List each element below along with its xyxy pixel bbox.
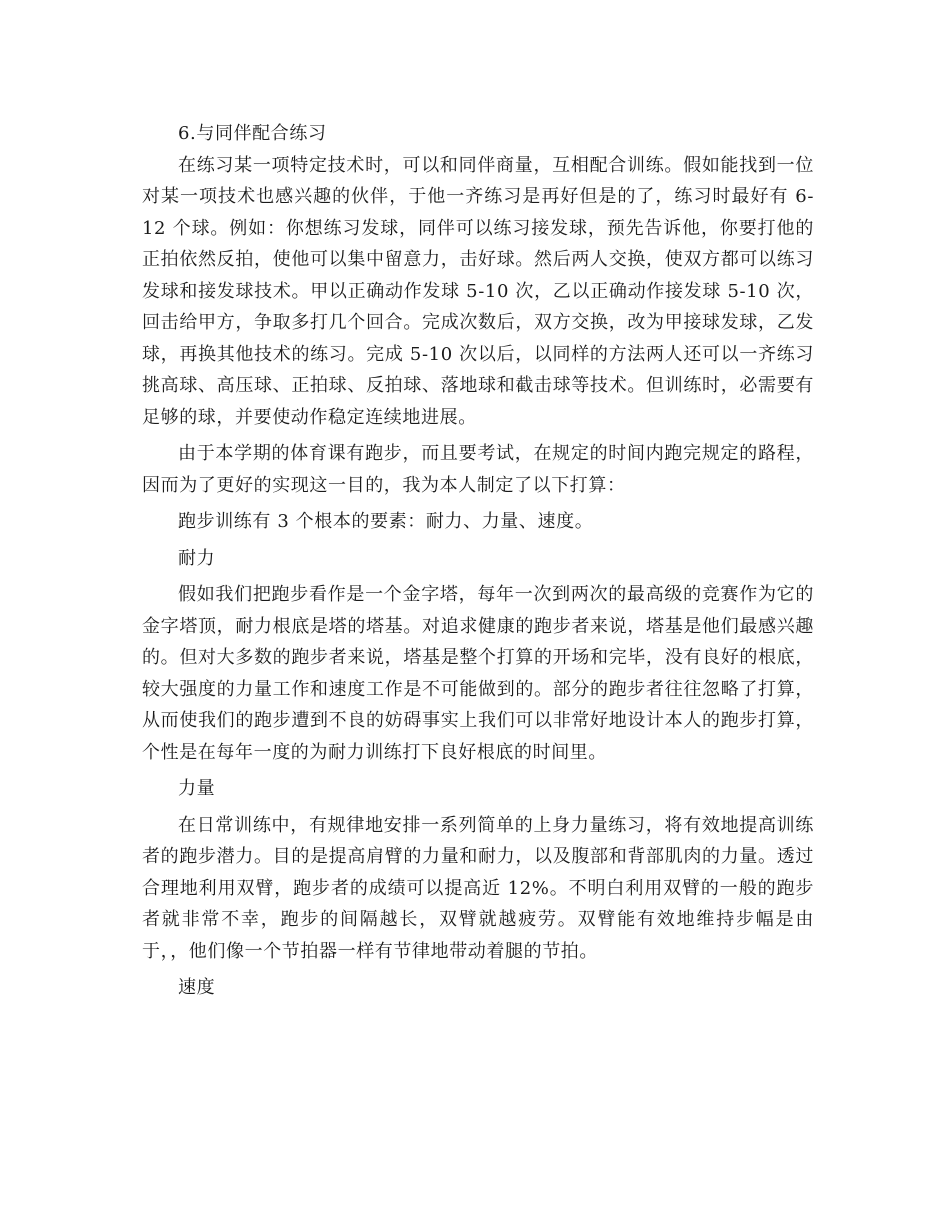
- paragraph-partner-practice: 在练习某一项特定技术时，可以和同伴商量，互相配合训练。假如能找到一位对某一项技术也感兴趣的伙伴，于他一齐练习是再好但是的了，练习时最好有 6-12 个球。例如：你想练习发球，同伴可以练习接发球，预先告诉他，你要打他的正拍依然反拍，使他可以集中留意力，击好球。然后两人交换，使双方都可以练习发球和接发球技术。甲以正确动作发球 5-10 次，乙以正确动作接发球 5-10 次，回击给甲方，争取多打几个回合。完成次数后，双方交换，改为甲接球发球，乙发球，再换其他技术的练习。完成 5-10 次以后，以同样的方法两人还可以一齐练习挑高球、高压球、正拍球、反拍球、落地球和截击球等技术。但训练时，必需要有足够的球，并要使动作稳定连续地进展。: [142, 154, 814, 428]
- section-heading-speed: 速度: [178, 977, 216, 998]
- paragraph-endurance: 假如我们把跑步看作是一个金字塔，每年一次到两次的最高级的竞赛作为它的金字塔顶，耐力根底是塔的塔基。对追求健康的跑步者来说，塔基是他们最感兴趣的。但对大多数的跑步者来说，塔基是整个打算的开场和完毕，没有良好的根底，较大强度的力量工作和速度工作是不可能做到的。部分的跑步者往往忽略了打算，从而使我们的跑步遭到不良的妨碍事实上我们可以非常好地设计本人的跑步打算，个性是在每年一度的为耐力训练打下良好根底的时间里。: [142, 584, 814, 763]
- document-body: [142, 118, 814, 1004]
- section-heading-endurance: 耐力: [178, 547, 216, 569]
- section-heading-strength: 力量: [178, 778, 216, 799]
- paragraph-strength: 在日常训练中，有规律地安排一系列简单的上身力量练习，将有效地提高训练者的跑步潜力。目的是提高肩臂的力量和耐力，以及腹部和背部肌肉的力量。透过合理地利用双臂，跑步者的成绩可以提高近 12%。不明白利用双臂的一般的跑步者就非常不幸，跑步的间隔越长，双臂就越疲劳。双臂能有效地维持步幅是由于，，他们像一个节拍器一样有节律地带动着腿的节拍。: [142, 814, 814, 962]
- paragraph-semester-plan: 由于本学期的体育课有跑步，而且要考试，在规定的时间内跑完规定的路程，因而为了更好的实现这一目的，我为本人制定了以下打算：: [142, 443, 814, 496]
- paragraph-three-elements: 跑步训练有 3 个根本的要素：耐力、力量、速度。: [178, 511, 594, 532]
- section-heading-partner-practice: 6.与同伴配合练习: [178, 123, 327, 144]
